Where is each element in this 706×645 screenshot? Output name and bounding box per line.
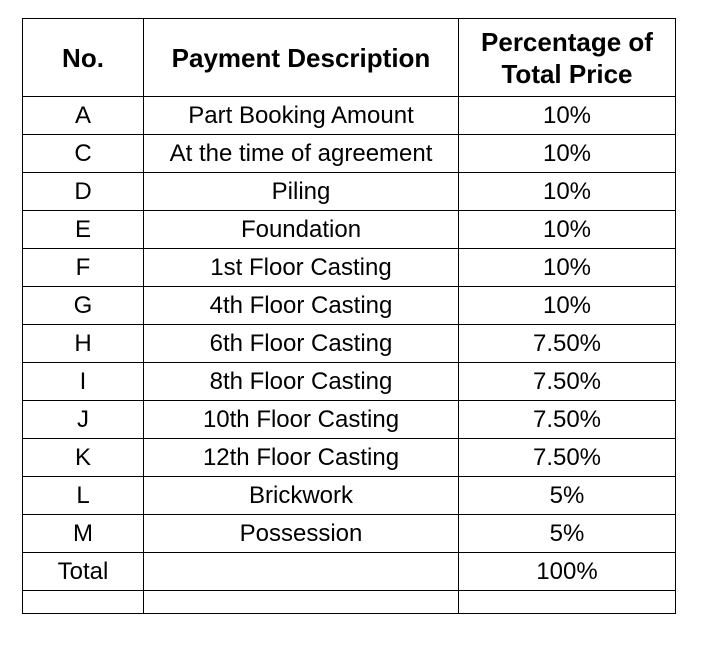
total-description xyxy=(144,553,459,591)
table-row xyxy=(23,477,676,515)
row-no: G xyxy=(23,287,144,325)
row-description: Piling xyxy=(144,173,459,211)
row-percentage: 5% xyxy=(459,515,676,553)
row-percentage: 10% xyxy=(459,135,676,173)
header-no: No. xyxy=(23,19,144,97)
blank-row xyxy=(23,591,676,614)
table-row xyxy=(23,325,676,363)
row-description: 10th Floor Casting xyxy=(144,401,459,439)
row-no: D xyxy=(23,173,144,211)
table-row xyxy=(23,363,676,401)
total-percentage: 100% xyxy=(459,553,676,591)
row-percentage: 10% xyxy=(459,211,676,249)
table-row xyxy=(23,211,676,249)
row-description: Part Booking Amount xyxy=(144,97,459,135)
header-payment-description: Payment Description xyxy=(144,19,459,97)
row-no: M xyxy=(23,515,144,553)
total-label: Total xyxy=(23,553,144,591)
table-row xyxy=(23,173,676,211)
row-no: E xyxy=(23,211,144,249)
row-percentage: 7.50% xyxy=(459,401,676,439)
payment-schedule-table xyxy=(22,18,676,614)
row-description: 1st Floor Casting xyxy=(144,249,459,287)
blank-cell xyxy=(144,591,459,614)
row-no: A xyxy=(23,97,144,135)
row-percentage: 7.50% xyxy=(459,325,676,363)
row-no: L xyxy=(23,477,144,515)
table-row xyxy=(23,249,676,287)
row-percentage: 10% xyxy=(459,249,676,287)
row-description: 12th Floor Casting xyxy=(144,439,459,477)
table-body xyxy=(23,97,676,614)
row-percentage: 10% xyxy=(459,287,676,325)
total-row xyxy=(23,553,676,591)
row-percentage: 10% xyxy=(459,97,676,135)
row-percentage: 7.50% xyxy=(459,363,676,401)
row-no: K xyxy=(23,439,144,477)
table-row xyxy=(23,439,676,477)
table-header-row xyxy=(23,19,676,97)
row-description: 4th Floor Casting xyxy=(144,287,459,325)
blank-cell xyxy=(459,591,676,614)
row-percentage: 7.50% xyxy=(459,439,676,477)
row-no: F xyxy=(23,249,144,287)
row-description: 8th Floor Casting xyxy=(144,363,459,401)
row-percentage: 5% xyxy=(459,477,676,515)
row-no: J xyxy=(23,401,144,439)
table-row xyxy=(23,515,676,553)
row-description: At the time of agreement xyxy=(144,135,459,173)
table-row xyxy=(23,135,676,173)
row-description: Foundation xyxy=(144,211,459,249)
row-percentage: 10% xyxy=(459,173,676,211)
row-description: Possession xyxy=(144,515,459,553)
table-row xyxy=(23,401,676,439)
row-no: H xyxy=(23,325,144,363)
table-row xyxy=(23,97,676,135)
row-description: Brickwork xyxy=(144,477,459,515)
header-percentage: Percentage of Total Price xyxy=(459,19,676,97)
row-no: C xyxy=(23,135,144,173)
row-description: 6th Floor Casting xyxy=(144,325,459,363)
table-row xyxy=(23,287,676,325)
blank-cell xyxy=(23,591,144,614)
row-no: I xyxy=(23,363,144,401)
